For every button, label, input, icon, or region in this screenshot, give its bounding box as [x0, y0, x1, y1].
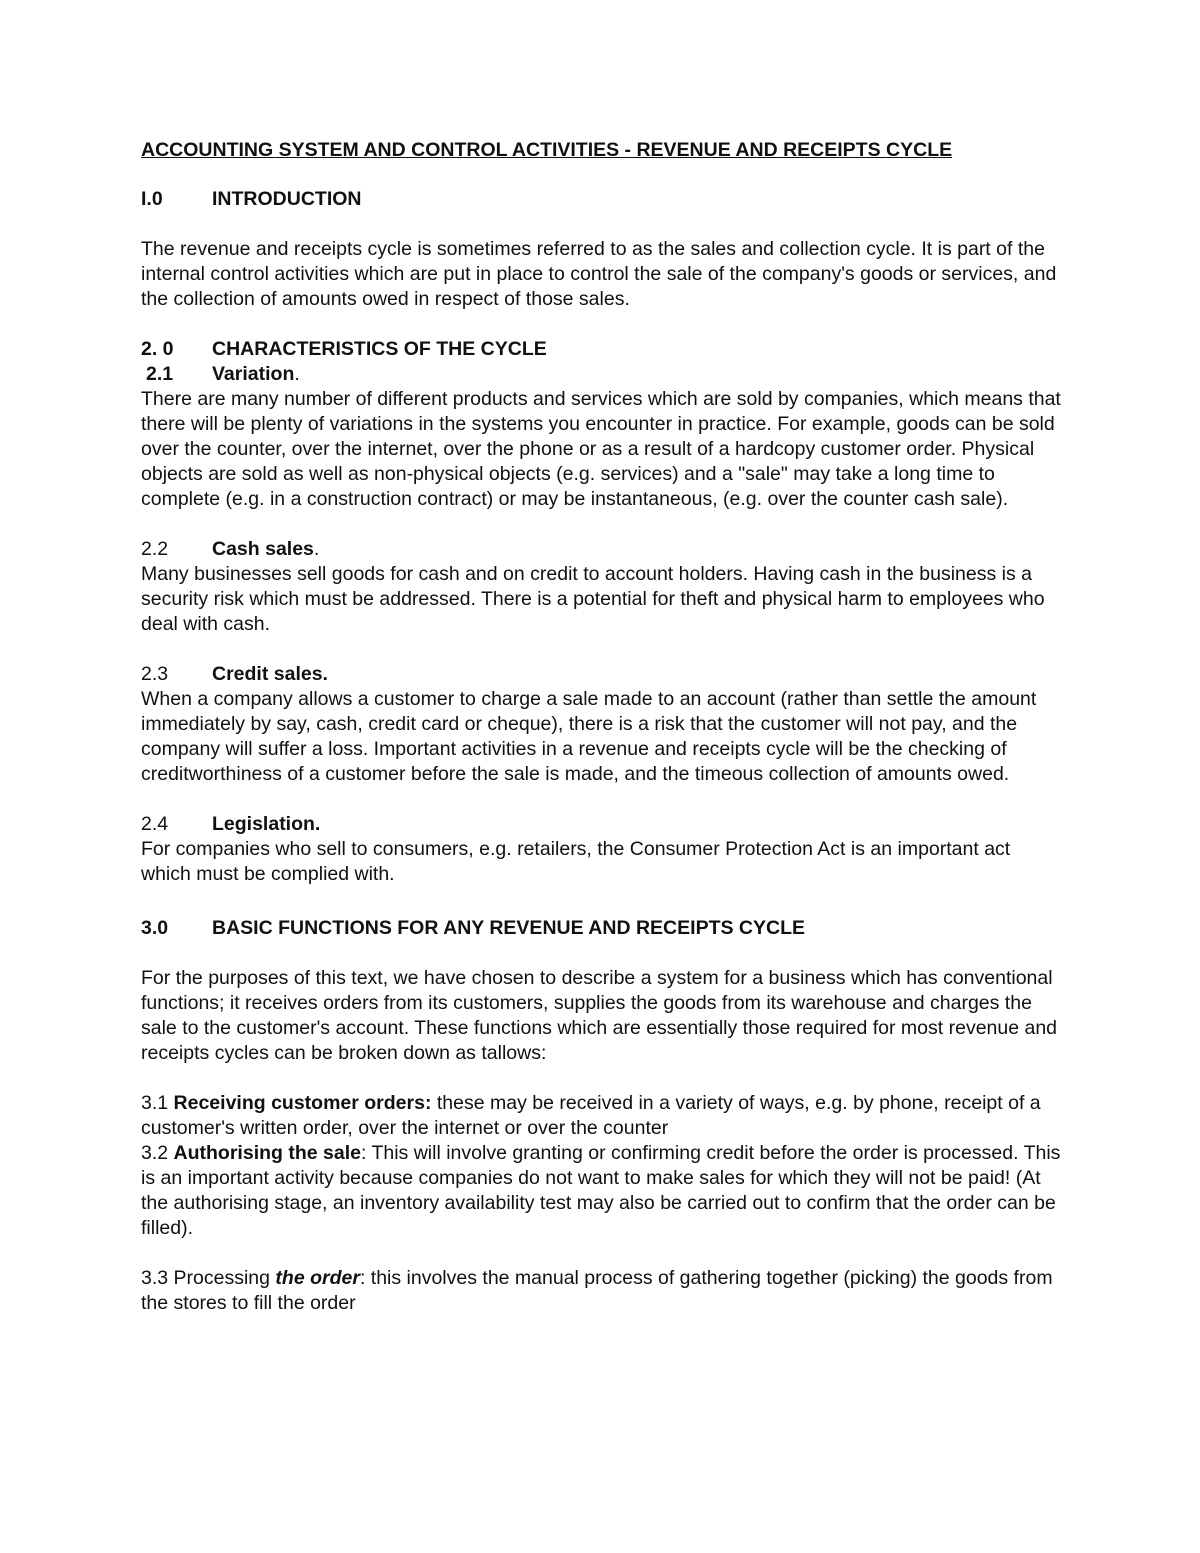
subsection-number: 2.1	[146, 363, 174, 385]
basic-functions-intro: For the purposes of this text, we have chosen to describe a system for a business which has conventional functions; it receives orders from its customers, supplies the goods from its warehouse and charges the sale to the customer's account. These functions which are essentially those required for most revenue and receipts cycles can be broken down as tallows:	[141, 967, 1058, 1064]
item-body: these may be received in a variety of ways, e.g. by phone, receipt of a customer's written order, over the internet or over the counter	[141, 1092, 1041, 1139]
subsection-suffix: .	[294, 363, 300, 385]
section-heading-characteristics	[141, 337, 1061, 362]
legislation-paragraph: For companies who sell to consumers, e.g. retailers, the Consumer Protection Act is an important act which must be complied with.	[141, 838, 1011, 885]
document-page	[141, 138, 1061, 1316]
item-title: Authorising the sale	[173, 1142, 361, 1164]
item-lead: Processing	[173, 1267, 276, 1289]
subsection-heading-variation	[141, 362, 1061, 387]
function-item-authorising-sale	[141, 1141, 1061, 1241]
section-heading-introduction	[141, 187, 1061, 212]
item-body: : this involves the manual process of gathering together (picking) the goods from the stores to fill the order	[141, 1267, 1053, 1314]
subsection-number: 2.4	[141, 813, 169, 835]
section-title: CHARACTERISTICS OF THE CYCLE	[212, 338, 547, 360]
item-title: the order	[275, 1267, 360, 1289]
function-item-receiving-orders	[141, 1091, 1061, 1141]
subsection-title: Credit sales.	[212, 663, 328, 685]
function-item-processing-order	[141, 1266, 1061, 1316]
item-body: : This will involve granting or confirming credit before the order is processed. This is an important activity because companies do not want to make sales for which they will not be paid! (At the authorising stage, an inventory availability test may also be carried out to confirm that the order can be filled).	[141, 1142, 1061, 1239]
subsection-title: Variation	[212, 363, 295, 385]
subsection-heading-cash-sales	[141, 537, 1061, 562]
subsection-heading-legislation	[141, 812, 1061, 837]
section-number: 3.0	[141, 917, 169, 939]
subsection-title: Cash sales	[212, 538, 314, 560]
item-number: 3.3	[141, 1267, 169, 1289]
item-title: Receiving customer orders:	[173, 1092, 432, 1114]
document-title: ACCOUNTING SYSTEM AND CONTROL ACTIVITIES - REVENUE AND RECEIPTS CYCLE	[141, 139, 953, 161]
item-number: 3.2	[141, 1142, 169, 1164]
item-number: 3.1	[141, 1092, 169, 1114]
subsection-number: 2.2	[141, 538, 169, 560]
introduction-paragraph: The revenue and receipts cycle is sometimes referred to as the sales and collection cycle. It is part of the internal control activities which are put in place to control the sale of the company's goods or services, and the collection of amounts owed in respect of those sales.	[141, 238, 1057, 310]
cash-sales-paragraph: Many businesses sell goods for cash and on credit to account holders. Having cash in the business is a security risk which must be addressed. There is a potential for theft and physical harm to employees who deal with cash.	[141, 563, 1045, 635]
section-title: INTRODUCTION	[212, 188, 362, 210]
variation-paragraph: There are many number of different products and services which are sold by companies, which means that there will be plenty of variations in the systems you encounter in practice. For example, goods can be sold over the counter, over the internet, over the phone or as a result of a hardcopy customer order. Physical objects are sold as well as non-physical objects (e.g. services) and a "sale" may take a long time to complete (e.g. in a construction contract) or may be instantaneous, (e.g. over the counter cash sale).	[141, 388, 1061, 510]
subsection-number: 2.3	[141, 663, 169, 685]
subsection-suffix: .	[313, 538, 320, 560]
subsection-title: Legislation.	[212, 813, 321, 835]
section-heading-basic-functions	[141, 916, 1061, 941]
section-title: BASIC FUNCTIONS FOR ANY REVENUE AND RECEIPTS CYCLE	[212, 917, 805, 939]
credit-sales-paragraph: When a company allows a customer to charge a sale made to an account (rather than settle the amount immediately by say, cash, credit card or cheque), there is a risk that the customer will not pay, and the company will suffer a loss. Important activities in a revenue and receipts cycle will be the checking of creditworthiness of a customer before the sale is made, and the timeous collection of amounts owed.	[141, 688, 1037, 785]
subsection-heading-credit-sales	[141, 662, 1061, 687]
section-number: I.0	[141, 188, 163, 210]
section-number: 2. 0	[141, 338, 174, 360]
